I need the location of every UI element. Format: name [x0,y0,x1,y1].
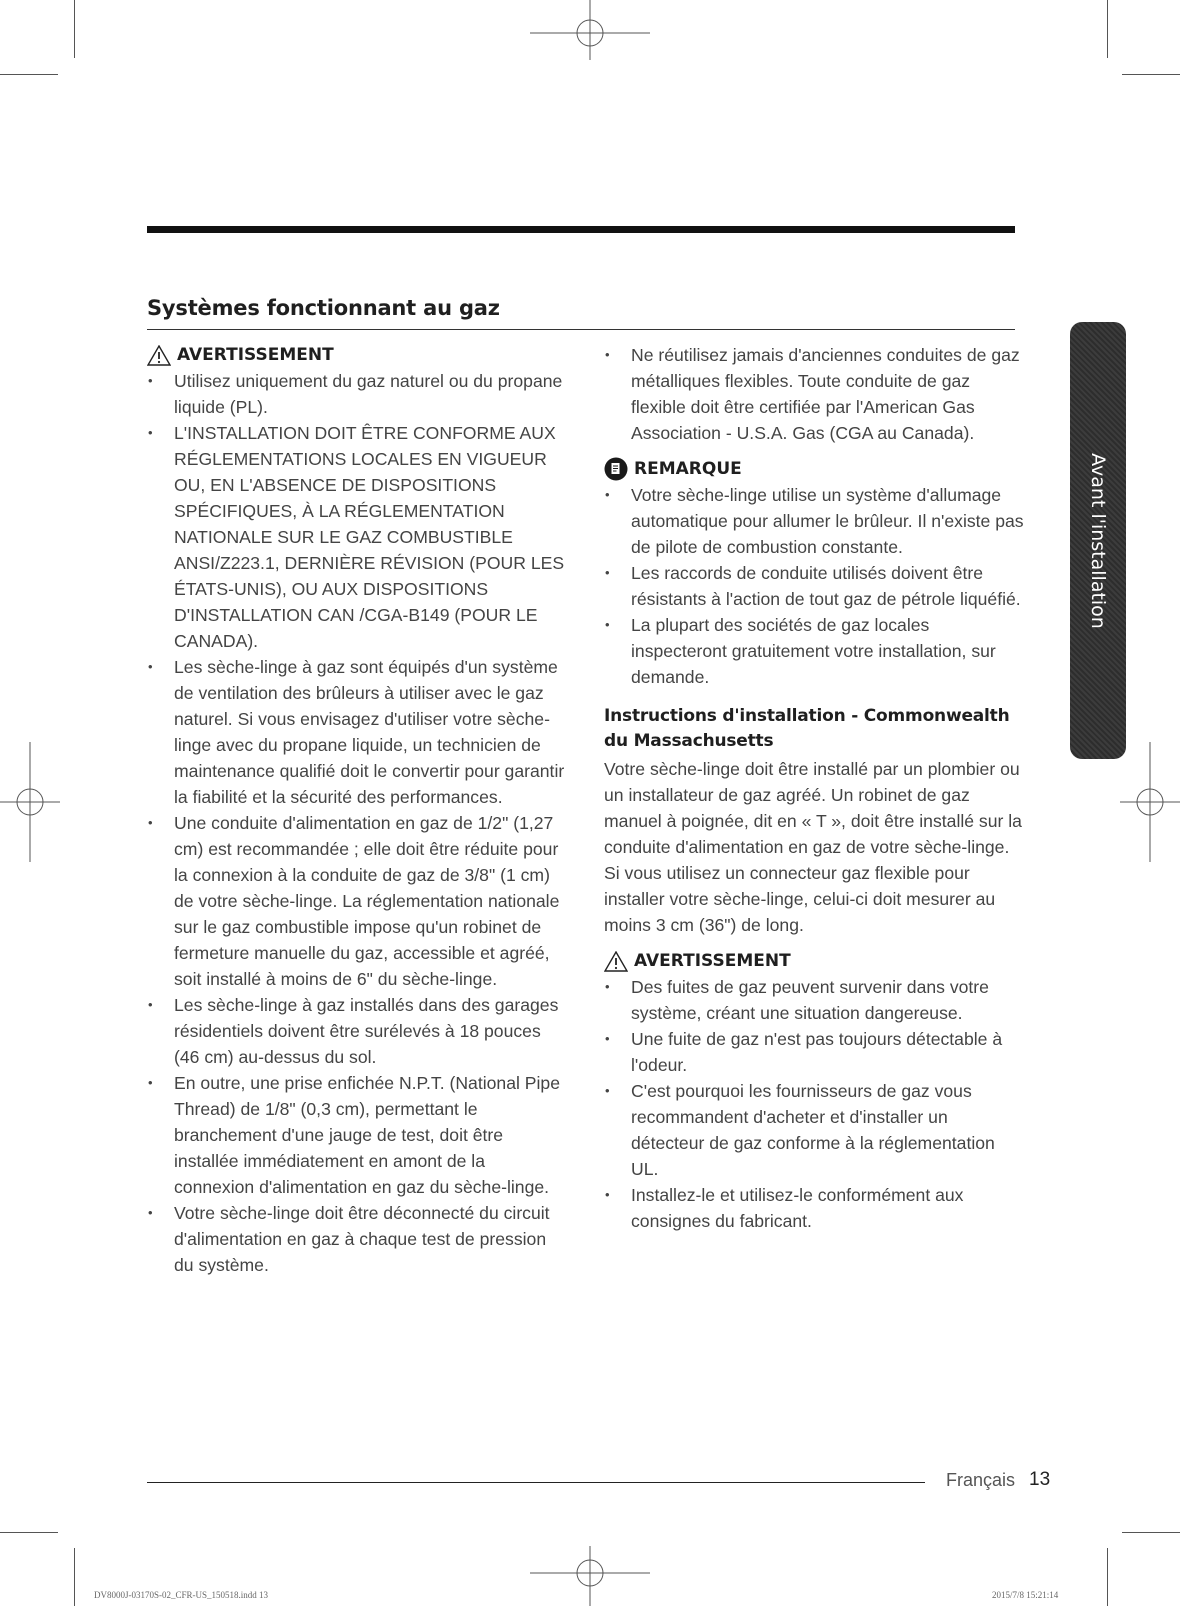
crop-mark [1107,0,1108,58]
warning-triangle-icon [604,951,628,972]
crop-mark [74,0,75,58]
note-title: REMARQUE [634,459,742,479]
list-item: • Votre sèche-linge doit être déconnecté du circuit d'alimentation en gaz à chaque test de pression du système. [147,1200,567,1278]
crop-mark [0,74,58,75]
top-rule [147,226,1015,233]
print-timestamp: 2015/7/8 15:21:14 [992,1590,1059,1600]
warning-list-continued [604,342,1024,446]
subsection-title: Instructions d'installation - Commonwealth du Massachusetts [604,706,1010,751]
footer-language: Français [946,1470,1016,1490]
list-item: • Utilisez uniquement du gaz naturel ou du propane liquide (PL). [147,368,567,420]
list-item: • Votre sèche-linge utilise un système d'allumage automatique pour allumer le brûleur. Il n'existe pas de pilote de combustion constante. [604,482,1024,560]
note-heading [604,456,1024,482]
list-item: • L'INSTALLATION DOIT ÊTRE CONFORME AUX RÉGLEMENTATIONS LOCALES EN VIGUEUR OU, EN L'ABSENCE DE DISPOSITIONS SPÉCIFIQUES, À LA RÉGLEMENTATION NATIONALE SUR LE GAZ COMBUSTIBLE ANSI/Z223.1, DERNIÈRE RÉVISION (POUR LES ÉTATS-UNIS), OU AUX DISPOSITIONS D'INSTALLATION CAN /CGA-B149 (POUR LE CANADA). [147,420,567,654]
registration-mark [1120,742,1180,862]
warning-list [147,368,567,1278]
list-item: • Les sèche-linge à gaz sont équipés d'un système de ventilation des brûleurs à utiliser avec le gaz naturel. Si vous envisagez d'utiliser votre sèche-linge avec du propane liquide, un technicien de maintenance qualifié doit le convertir pour garantir la fiabilité et la sécurité des performances. [147,654,567,810]
registration-mark [530,1546,650,1606]
list-item: • Une conduite d'alimentation en gaz de 1/2" (1,27 cm) est recommandée ; elle doit être réduite pour la connexion à la conduite de gaz de 3/8" (1 cm) de votre sèche-linge. La réglementation nationale sur le gaz combustible impose qu'un robinet de fermeture manuelle du gaz, accessible et agréé, soit installé à moins de 6" du sèche-linge. [147,810,567,992]
list-item: • C'est pourquoi les fournisseurs de gaz vous recommandent d'acheter et d'installer un détecteur de gaz conforme à la réglementation UL. [604,1078,1024,1182]
crop-mark [1107,1548,1108,1606]
list-item: • Les raccords de conduite utilisés doivent être résistants à l'action de tout gaz de pétrole liquéfié. [604,560,1024,612]
warning-title: AVERTISSEMENT [177,345,334,365]
subsection-body: Votre sèche-linge doit être installé par un plombier ou un installateur de gaz agréé. Un robinet de gaz manuel à poignée, dit en « T », doit être installé sur la conduite d'alimentation en gaz de votre sèche-linge. Si vous utilisez un connecteur gaz flexible pour installer votre sèche-linge, celui-ci doit mesurer au moins 3 cm (36") de long. [604,759,1022,935]
note-icon [604,457,628,481]
note-list [604,482,1024,690]
crop-mark [1122,74,1180,75]
print-file-slug: DV8000J-03170S-02_CFR-US_150518.indd 13 [94,1590,269,1600]
chapter-side-tab [1070,322,1126,759]
registration-mark [0,742,60,862]
warning-triangle-icon [147,345,171,366]
list-item: • Installez-le et utilisez-le conformément aux consignes du fabricant. [604,1182,1024,1234]
list-item: • Les sèche-linge à gaz installés dans des garages résidentiels doivent être surélevés à 18 pouces (46 cm) au-dessus du sol. [147,992,567,1070]
section-title: Systèmes fonctionnant au gaz [147,296,500,320]
crop-mark [74,1548,75,1606]
warning-heading [604,948,1024,974]
left-column [147,342,567,1278]
section-rule [147,329,1015,330]
crop-mark [1122,1532,1180,1533]
registration-mark [530,0,650,60]
warning-heading [147,342,567,368]
footer-rule [147,1482,925,1483]
list-item: • La plupart des sociétés de gaz locales inspecteront gratuitement votre installation, sur demande. [604,612,1024,690]
crop-mark [0,1532,58,1533]
warning-list [604,974,1024,1234]
list-item: • Ne réutilisez jamais d'anciennes conduites de gaz métalliques flexibles. Toute conduite de gaz flexible doit être certifiée par l'American Gas Association - U.S.A. Gas (CGA au Canada). [604,342,1024,446]
list-item: • Une fuite de gaz n'est pas toujours détectable à l'odeur. [604,1026,1024,1078]
list-item: • Des fuites de gaz peuvent survenir dans votre système, créant une situation dangereuse. [604,974,1024,1026]
warning-title: AVERTISSEMENT [634,951,791,971]
list-item: • En outre, une prise enfichée N.P.T. (National Pipe Thread) de 1/8" (0,3 cm), permettant le branchement d'une jauge de test, doit être installée immédiatement en amont de la connexion d'alimentation en gaz du sèche-linge. [147,1070,567,1200]
chapter-side-tab-label: Avant l'installation [1087,452,1109,629]
right-column [604,342,1024,1234]
page-number: 13 [1029,1469,1051,1490]
